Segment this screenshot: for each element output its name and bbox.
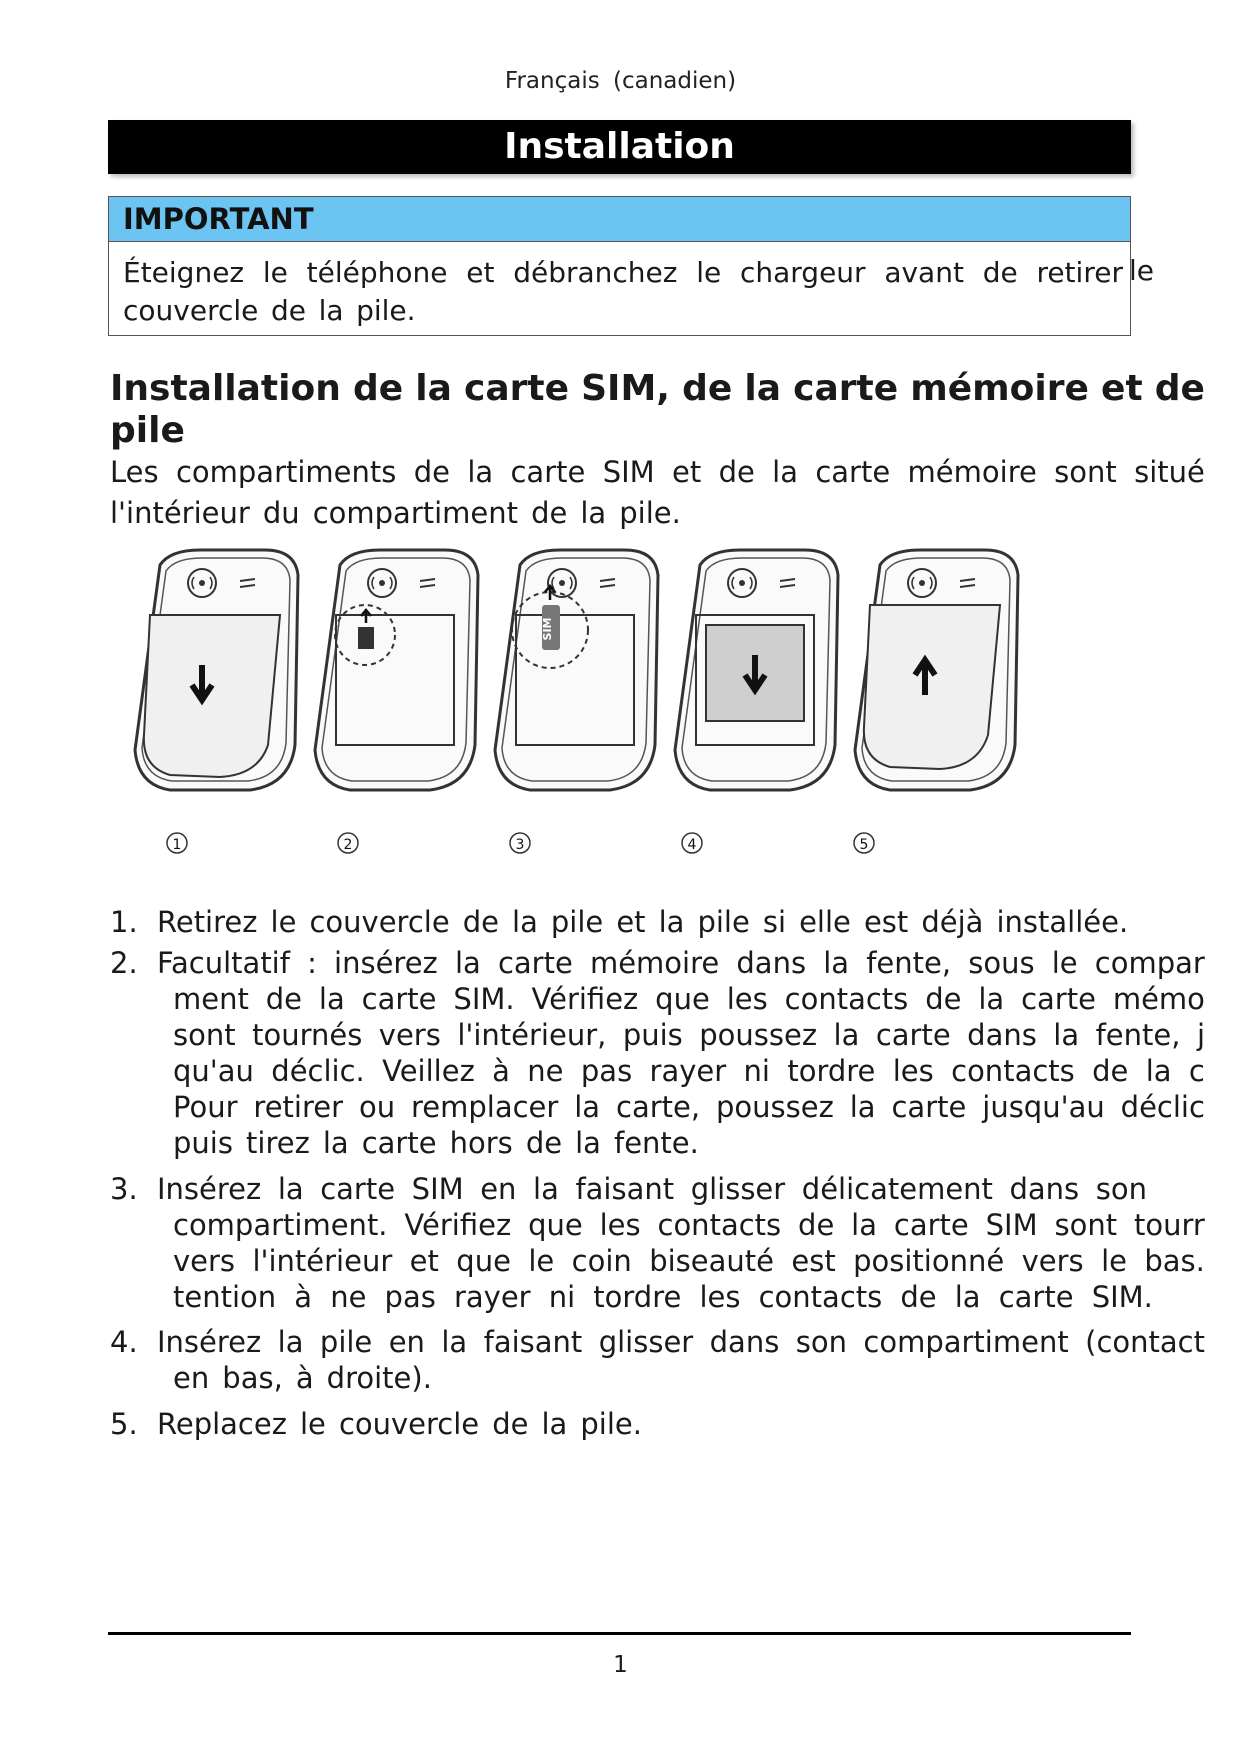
word: contacts [758,1280,883,1314]
word: le [270,905,297,939]
word: mémo [1112,982,1205,1016]
word: j [1196,1018,1205,1052]
word: que [456,1244,511,1278]
step-2-illustration [315,550,478,790]
step-line [173,1126,699,1160]
installation-figure [130,545,1110,885]
word: poussez [716,1090,834,1124]
word: dans [1009,1172,1080,1206]
word: la [318,982,345,1016]
word: poussez [699,1018,818,1052]
word: elle [799,905,851,939]
step-line [157,1407,642,1441]
word: de [531,496,568,530]
step-number: 3. [110,1172,138,1206]
step-number: 2. [110,946,138,980]
word: contacts [951,1054,1075,1088]
word: la [744,368,781,409]
word: fente. [614,1126,699,1160]
step-number-marker: 3 [515,837,525,853]
word: de [492,1407,529,1441]
word: compar [1094,946,1205,980]
step-4-illustration [675,550,838,790]
subsection-heading-line [110,410,185,451]
word: SIM [411,1172,464,1206]
word: hors [449,1126,513,1160]
word: glisser [690,1172,786,1206]
word: et [409,1244,439,1278]
word: la [277,1325,304,1359]
word: tournés [252,1018,363,1052]
important-text-line [123,256,1123,289]
word: la [541,1407,568,1441]
word: puis [622,1018,683,1052]
word: déclic. [271,1054,365,1088]
word: de [718,455,755,489]
footer-divider [108,1632,1131,1635]
word: ment [173,982,249,1016]
word: carte [793,368,899,409]
word: installée. [996,905,1129,939]
word: tirez [246,1126,310,1160]
word: la [833,1018,860,1052]
word: rayer [649,1054,727,1088]
step-number-marker: 5 [859,837,869,853]
word: carte [510,455,586,489]
word: à [294,1280,313,1314]
step-line [173,1054,1205,1088]
word: carte [893,1208,969,1242]
word: Pour [173,1090,238,1124]
important-body [109,242,1130,335]
word: l'intérieur [252,1244,393,1278]
word: carte [875,1018,951,1052]
word: insérez [334,946,438,980]
word: la [512,905,538,939]
word: faisant [483,1325,583,1359]
word: fente, [1095,1018,1181,1052]
word: situé [1134,455,1205,489]
word: c [1188,1054,1205,1088]
word: carte [464,368,570,409]
word: coin [571,1244,632,1278]
word: Éteignez [123,256,245,289]
word: dans [736,946,807,980]
word: pas [580,1054,633,1088]
word: le [528,1244,555,1278]
word: et [1101,368,1143,409]
word: SIM [985,1208,1038,1242]
word: vers [1021,1244,1084,1278]
step-number: 5. [110,1407,138,1441]
step-1-illustration [135,550,298,790]
word: déjà [921,905,984,939]
word: est [791,1244,836,1278]
step-number-markers [167,833,874,853]
word: de [982,256,1018,289]
word: l'intérieur, [457,1018,607,1052]
word: le [1051,946,1078,980]
word: en [173,1361,210,1395]
word: à [295,1361,314,1395]
word: (contact [1085,1325,1205,1359]
step-line [173,982,1205,1016]
word: et [672,455,702,489]
word: la [441,1325,468,1359]
step-line [173,1090,1205,1124]
word: la [415,368,452,409]
step-number: 1. [110,905,138,939]
word: ni [548,1280,576,1314]
word: Retirez [157,905,258,939]
step-5-illustration [855,550,1018,790]
word: puis [173,1126,233,1160]
word: ne [527,1054,564,1088]
word: de [925,982,962,1016]
word: Veillez [382,1054,475,1088]
word: retirer [1036,256,1123,289]
step-line [173,1244,1205,1278]
sim-card-label: SIM [541,617,554,641]
word: vers [378,1018,441,1052]
word: tourr [1134,1208,1205,1242]
word: en [388,1325,425,1359]
word: le [299,1407,326,1441]
word: remplacer [411,1090,559,1124]
word: sont [173,1018,236,1052]
word: de [1092,1054,1129,1088]
word: la [533,1172,559,1206]
step-number-marker: 2 [343,837,353,853]
word: bas. [1144,1244,1205,1278]
step-line [157,1172,1147,1206]
word: le [1101,1244,1127,1278]
word: ni [743,1054,770,1088]
word: débranchez [513,256,678,289]
word: de [798,1208,835,1242]
word: est [863,905,909,939]
word: la [1053,1018,1080,1052]
word: SIM. [453,982,515,1016]
word: de [270,294,306,327]
word: couvercle [338,1407,480,1441]
word: SIM, [581,368,670,409]
word: mémoire [907,455,1037,489]
word: les [699,1280,741,1314]
word: dans [967,1018,1037,1052]
word: carte [1021,982,1096,1016]
word: carte [998,1280,1074,1314]
word: de [900,1280,937,1314]
language-label: Français (canadien) [504,68,737,94]
word: pas [384,1280,436,1314]
word: tention [173,1280,277,1314]
word: de [1154,368,1205,409]
word: compartiment [863,1325,1069,1359]
word: la [575,1126,601,1160]
word: pile [697,905,750,939]
word: délicatement [801,1172,993,1206]
word: si [762,905,787,939]
word: son [795,1325,847,1359]
word: droite). [326,1361,432,1395]
word: Installation [110,368,341,409]
subsection-heading-line [110,368,1205,409]
word: l'intérieur [110,496,250,530]
word: SIM [602,455,655,489]
word: compartiment. [173,1208,388,1242]
word: SIM. [1091,1280,1153,1314]
word: Replacez [157,1407,287,1441]
word: la [467,455,494,489]
word: : [307,946,317,980]
word: les [892,1054,934,1088]
step-line [173,1018,1205,1052]
word: le [696,256,722,289]
word: la [849,1090,876,1124]
word: son [1095,1172,1147,1206]
word: pile. [580,1407,642,1441]
word: pile [550,905,604,939]
word: biseauté [649,1244,774,1278]
word: de [682,368,733,409]
step-line [157,905,1128,939]
word: la [978,982,1005,1016]
word: carte, [616,1090,701,1124]
word: glisser [598,1325,694,1359]
step-number-marker: 4 [687,837,697,853]
word: contacts [657,1208,782,1242]
word: à [492,1054,510,1088]
word: sont [1054,455,1117,489]
word: pile [110,410,185,451]
word: de [413,455,450,489]
important-label: IMPORTANT [109,197,1130,242]
word: couvercle [123,294,259,327]
step-line [173,1208,1205,1242]
word: bas, [222,1361,283,1395]
word: Insérez [157,1325,262,1359]
word: rayer [453,1280,531,1314]
word: de [265,982,302,1016]
step-3-illustration [495,550,658,790]
word: de [525,1126,563,1160]
word: compartiment [312,496,519,530]
word: sont [1054,1208,1118,1242]
step-line [173,1361,432,1395]
word: mémoire [589,946,720,980]
word: déclic [1120,1090,1205,1124]
word: de [462,905,499,939]
word: ou [358,1090,396,1124]
word: la [454,946,481,980]
word: contacts [784,982,909,1016]
word: le [262,256,288,289]
word: de [352,368,404,409]
word: pile [319,1325,373,1359]
word: la [580,496,607,530]
word: jusqu'au [982,1090,1105,1124]
word: la [772,455,798,489]
word: la [851,1208,877,1242]
word: qu'au [173,1054,254,1088]
word: que [655,982,710,1016]
page-number: 1 [613,1652,628,1678]
word: dans [709,1325,780,1359]
word: tordre [787,1054,876,1088]
word: pile. [356,294,416,327]
word: la [322,1126,349,1160]
word: Vérifiez [404,1208,512,1242]
word: en [480,1172,517,1206]
intro-line [110,455,1205,489]
word: carte [320,1172,396,1206]
word: la [954,1280,981,1314]
intro-line [110,496,681,530]
step-line [157,946,1205,980]
important-text-overflow: le [1129,254,1155,287]
word: retirer [253,1090,344,1124]
word: du [262,496,300,530]
word: fente, [866,946,952,980]
word: avant [884,256,964,289]
word: chargeur [739,256,866,289]
word: positionné [853,1244,1005,1278]
word: couvercle [309,905,450,939]
word: la [574,1090,601,1124]
word: téléphone [306,256,448,289]
word: et [616,905,646,939]
word: compartiments [175,455,397,489]
word: les [599,1208,641,1242]
word: la [1145,1054,1172,1088]
step-line [157,1325,1205,1359]
word: ne [330,1280,367,1314]
word: tordre [593,1280,682,1314]
word: la [318,294,344,327]
word: la [823,946,850,980]
word: pile. [619,496,681,530]
step-line [173,1280,1153,1314]
word: carte [361,1126,437,1160]
word: mémoire [910,368,1089,409]
word: sous [968,946,1035,980]
word: carte [497,946,573,980]
word: Facultatif [157,946,290,980]
word: la [658,905,685,939]
word: carte [815,455,891,489]
word: la [277,1172,304,1206]
section-title-bar: Installation [108,120,1131,174]
word: que [528,1208,583,1242]
word: Les [110,455,159,489]
word: faisant [575,1172,675,1206]
word: vers [173,1244,236,1278]
word: Vérifiez [531,982,639,1016]
important-text-line [123,294,416,327]
important-notice [108,196,1131,336]
word: les [726,982,768,1016]
word: carte [891,1090,967,1124]
word: Insérez [157,1172,262,1206]
word: carte [361,982,437,1016]
step-number: 4. [110,1325,138,1359]
step-number-marker: 1 [172,837,182,853]
word: et [466,256,495,289]
